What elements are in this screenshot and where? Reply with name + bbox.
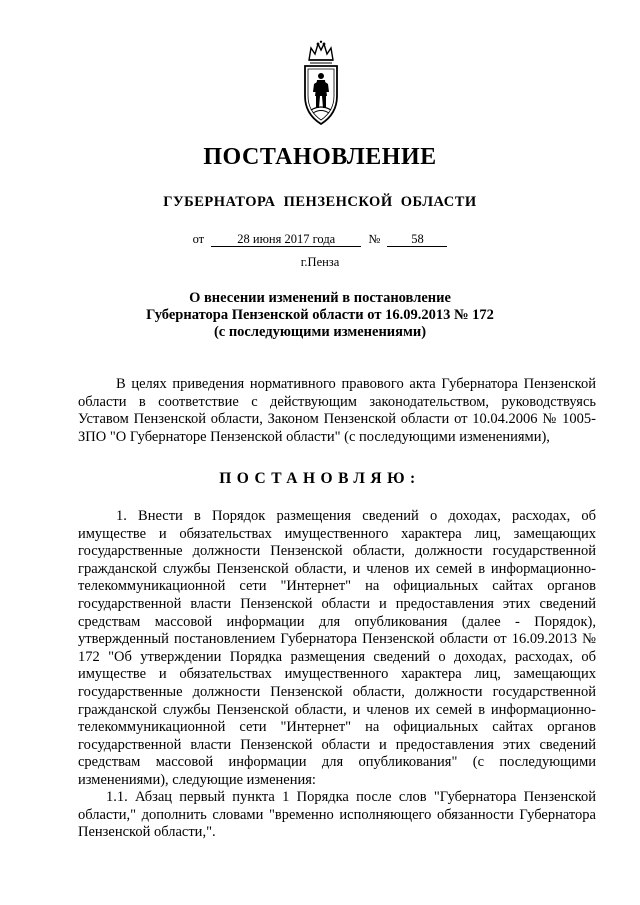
document-date: 28 июня 2017 года — [211, 232, 361, 247]
date-number-line — [0, 232, 640, 247]
heading-line: О внесении изменений в постановление — [189, 290, 451, 306]
paragraph-1-1: 1.1. Абзац первый пункта 1 Порядка после слов "Губернатора Пензенской области," дополнить словами "временно исполняющего обязанности Губернатора Пензенской области,". — [78, 789, 596, 841]
document-number: 58 — [387, 232, 447, 247]
heading-line: (с последующими изменениями) — [213, 324, 427, 340]
paragraph-1: 1. Внести в Порядок размещения сведений о доходах, расходах, об имуществе и обязательствах имущественного характера лиц, замещающих государственные должности Пензенской области, должности государственной гражданской службы Пензенской области, и членов их семей в информационно-телекоммуникационной сети "Интернет" на официальных сайтах органов государственной власти Пензенской области и предоставления этих сведений средствам массовой информации для опубликования (далее - Порядок), утвержденный постановлением Губернатора Пензенской области от 16.09.2013 № 172 "Об утверждении Порядка размещения сведений о доходах, расходах, об имуществе и обязательствах имущественного характера лиц, замещающих государственные должности Пензенской области, должности государственной гражданской службы Пензенской области, и членов их семей в информационно-телекоммуникационной сети "Интернет" на официальных сайтах органов государственной власти Пензенской области и предоставления этих сведений средствам массовой информации для опубликования" (с последующими изменениями), следующие изменения: — [78, 508, 596, 788]
coat-of-arms-icon — [297, 40, 345, 128]
date-prefix: от — [192, 232, 205, 246]
intro-paragraph: В целях приведения нормативного правового акта Губернатора Пензенской области в соответствие с действующим законодательством, руководствуясь Уставом Пензенской области, Законом Пензенской области от 10.04.2006 № 1005-ЗПО "О Губернаторе Пензенской области" (с последующими изменениями), — [78, 376, 596, 445]
issuer-name: ГУБЕРНАТОРА ПЕНЗЕНСКОЙ ОБЛАСТИ — [163, 194, 477, 210]
heading-line: Губернатора Пензенской области от 16.09.2013 № 172 — [146, 307, 494, 323]
city-name: г.Пенза — [300, 255, 340, 269]
number-label: № — [368, 232, 381, 246]
document-heading — [0, 290, 640, 341]
decree-word: ПОСТАНОВЛЯЮ: — [219, 470, 421, 487]
document-title: ПОСТАНОВЛЕНИЕ — [203, 144, 437, 170]
